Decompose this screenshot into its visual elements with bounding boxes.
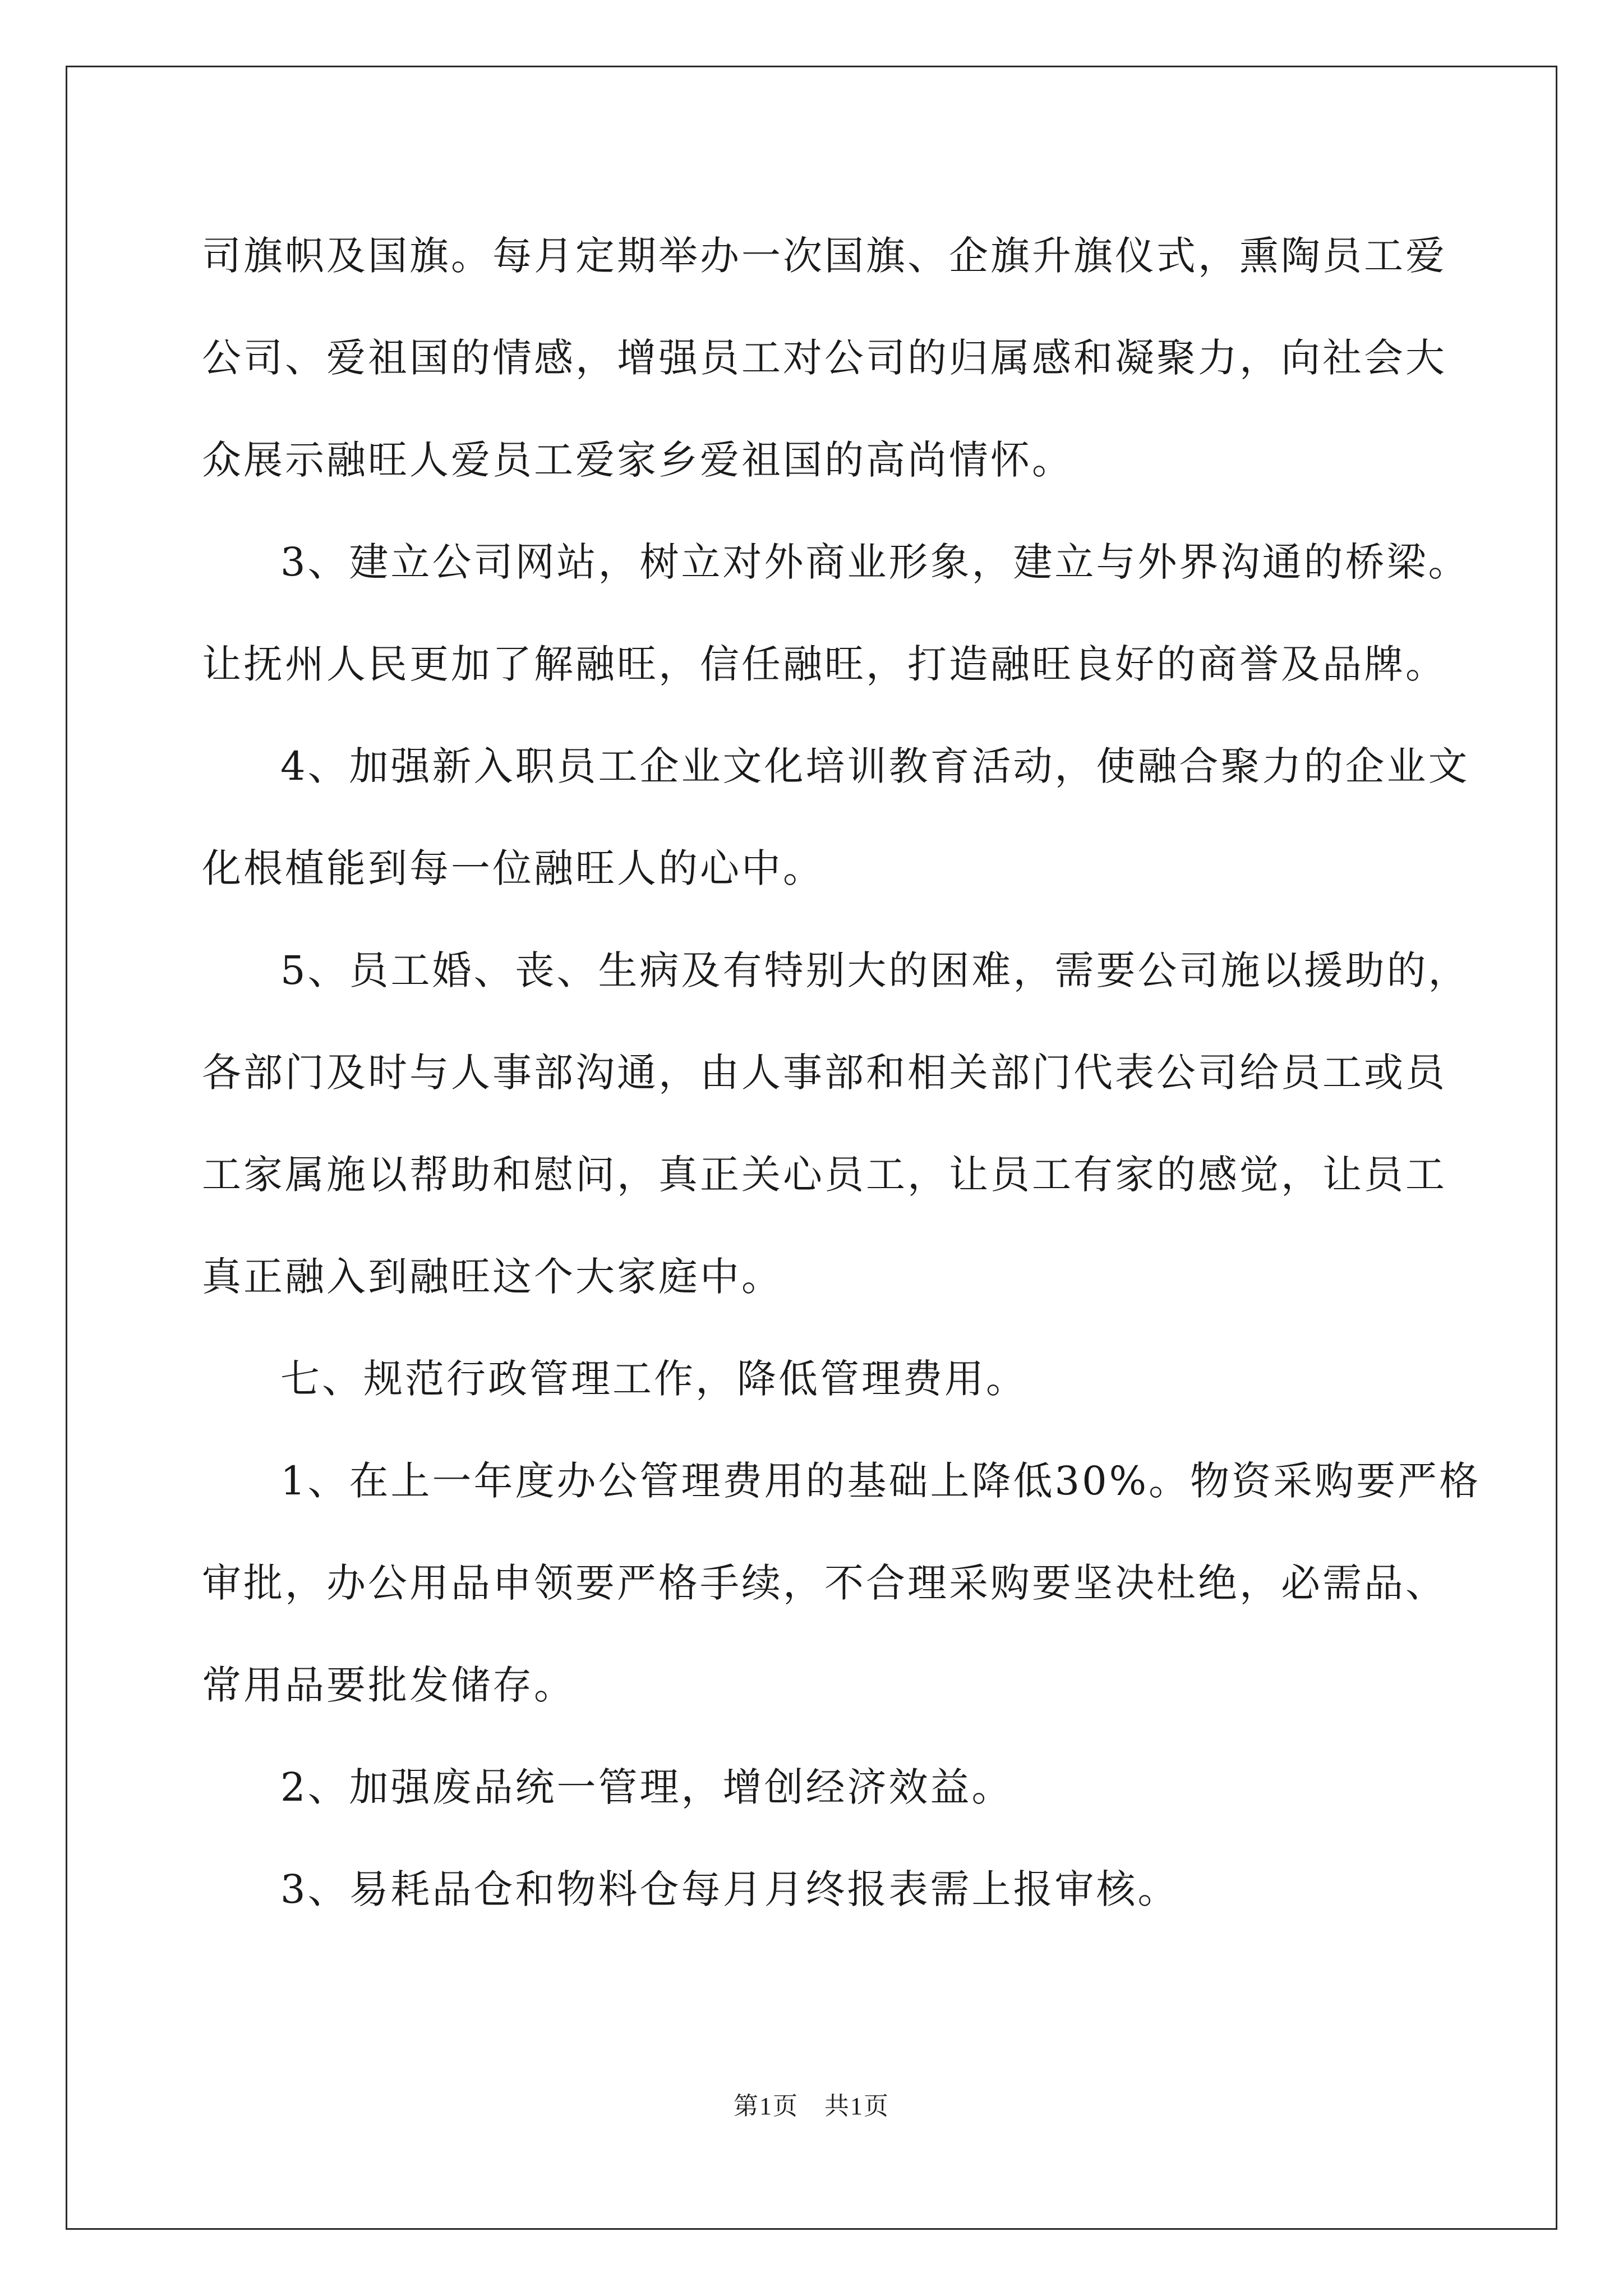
item-3: 3、易耗品仓和物料仓每月月终报表需上报审核。 [280,1866,1179,1912]
paragraph-4-start: 4、加强新入职员工企业文化培训教育活动，使融合聚力的企业文 [280,743,1470,789]
item-2: 2、加强废品统一管理，增创经济效益。 [280,1764,1013,1810]
document-body [202,205,1481,1940]
text-line: 审批，办公用品申领要严格手续，不合理采购要坚决杜绝，必需品、 [202,1560,1447,1606]
text-line: 各部门及时与人事部沟通，由人事部和相关部门代表公司给员工或员 [202,1050,1447,1096]
text-line: 让抚州人民更加了解融旺，信任融旺，打造融旺良好的商誉及品牌。 [202,641,1447,687]
text-line: 众展示融旺人爱员工爱家乡爱祖国的高尚情怀。 [202,437,1073,483]
paragraph-3-start: 3、建立公司网站，树立对外商业形象，建立与外界沟通的桥梁。 [280,539,1470,585]
text-line: 常用品要批发储存。 [202,1662,575,1708]
paragraph-5-start: 5、员工婚、丧、生病及有特别大的困难，需要公司施以援助的， [280,947,1470,993]
section-heading: 七、规范行政管理工作，降低管理费用。 [280,1356,1027,1402]
text-line: 化根植能到每一位融旺人的心中。 [202,845,824,891]
text-line: 真正融入到融旺这个大家庭中。 [202,1254,783,1300]
text-line: 司旗帜及国旗。每月定期举办一次国旗、企旗升旗仪式，熏陶员工爱 [202,233,1447,279]
item-1-start: 1、在上一年度办公管理费用的基础上降低30%。物资采购要严格 [280,1458,1481,1504]
text-line: 工家属施以帮助和慰问，真正关心员工，让员工有家的感觉，让员工 [202,1152,1447,1198]
text-line: 公司、爱祖国的情感，增强员工对公司的归属感和凝聚力，向社会大 [202,335,1447,381]
page-number-footer: 第1页 共1页 [734,2092,889,2120]
